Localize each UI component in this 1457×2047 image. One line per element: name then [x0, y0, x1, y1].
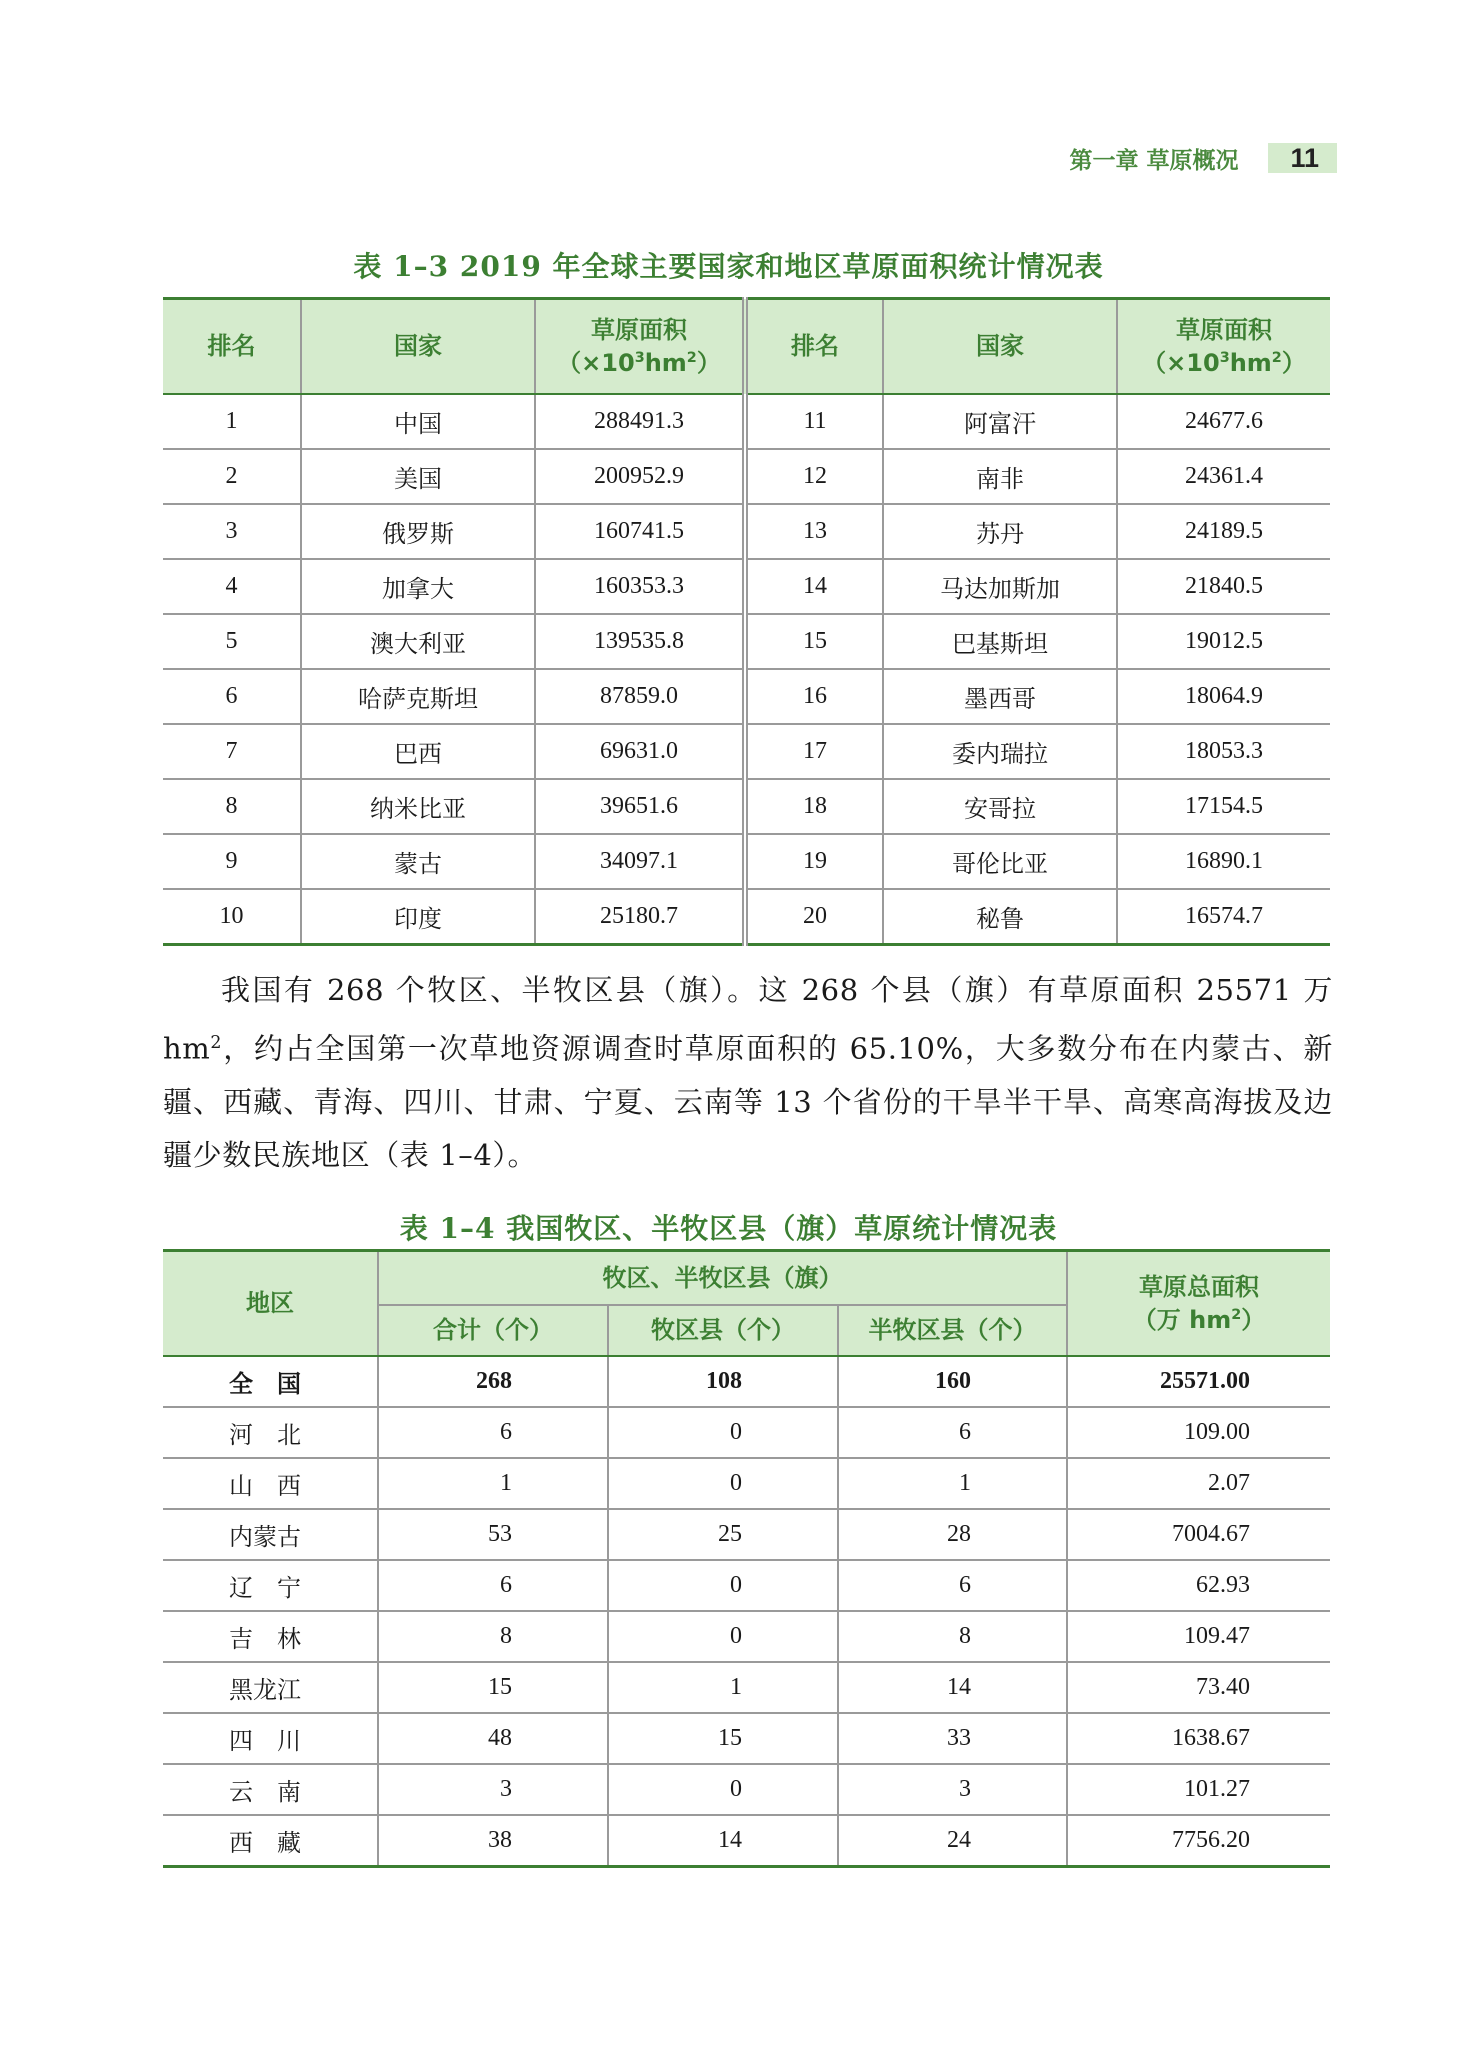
country-cell: 墨西哥 — [883, 669, 1117, 724]
semi-cell: 33 — [838, 1713, 1067, 1764]
region-cell: 辽 宁 — [163, 1560, 378, 1611]
country-cell: 阿富汗 — [883, 394, 1117, 449]
area-cell: 200952.9 — [535, 449, 745, 504]
area-cell: 109.00 — [1067, 1407, 1330, 1458]
area-cell: 2.07 — [1067, 1458, 1330, 1509]
body-paragraph: 我国有 268 个牧区、半牧区县（旗）。这 268 个县（旗）有草原面积 25571 万 $hm^2$，约占全国第一次草地资源调查时草原面积的 65.10%，大多数分布在内蒙古、新疆、西藏、青海、四川、甘肃、宁夏、云南等 13 个省份的干旱半干旱、高寒高海拔及边疆少数民族地区（表 1–4）。 — [163, 973, 1333, 1172]
semi-cell: 6 — [838, 1560, 1067, 1611]
country-cell: 秘鲁 — [883, 889, 1117, 945]
table-row — [163, 614, 1330, 669]
total-cell: 15 — [378, 1662, 608, 1713]
table-row — [163, 1662, 1330, 1713]
rank-cell: 3 — [163, 504, 301, 559]
table-row — [163, 669, 1330, 724]
pastoral-cell: 15 — [608, 1713, 838, 1764]
chapter-title: 第一章 草原概况 — [1069, 147, 1239, 174]
table-row — [163, 1764, 1330, 1815]
total-cell: 268 — [378, 1356, 608, 1407]
area-cell: 24361.4 — [1117, 449, 1330, 504]
pastoral-cell: 0 — [608, 1560, 838, 1611]
area-cell: 21840.5 — [1117, 559, 1330, 614]
header-total-count: 合计（个） — [378, 1305, 608, 1356]
country-cell: 哈萨克斯坦 — [301, 669, 535, 724]
rank-cell: 17 — [745, 724, 883, 779]
table-row — [163, 1560, 1330, 1611]
total-cell: 8 — [378, 1611, 608, 1662]
total-cell: 6 — [378, 1560, 608, 1611]
table-row — [163, 1713, 1330, 1764]
total-cell: 6 — [378, 1407, 608, 1458]
area-cell: 101.27 — [1067, 1764, 1330, 1815]
area-cell: 25180.7 — [535, 889, 745, 945]
semi-cell: 6 — [838, 1407, 1067, 1458]
header-area: 草原面积 $(\times 10^3hm^2)$ — [535, 299, 745, 395]
total-cell: 38 — [378, 1815, 608, 1867]
table-row — [163, 394, 1330, 449]
area-cell: 19012.5 — [1117, 614, 1330, 669]
pastoral-cell: 0 — [608, 1764, 838, 1815]
area-cell: 18053.3 — [1117, 724, 1330, 779]
rank-cell: 16 — [745, 669, 883, 724]
table-header-row — [163, 299, 1330, 395]
region-cell: 吉 林 — [163, 1611, 378, 1662]
country-cell: 加拿大 — [301, 559, 535, 614]
table-row — [163, 1815, 1330, 1867]
rank-cell: 12 — [745, 449, 883, 504]
rank-cell: 7 — [163, 724, 301, 779]
table-1-3-caption: 表 1–3 2019 年全球主要国家和地区草原面积统计情况表 — [353, 250, 1104, 283]
rank-cell: 1 — [163, 394, 301, 449]
country-cell: 印度 — [301, 889, 535, 945]
semi-cell: 28 — [838, 1509, 1067, 1560]
table-1-4 — [163, 1249, 1330, 1868]
header-rank-2: 排名 — [745, 299, 883, 395]
area-cell: 62.93 — [1067, 1560, 1330, 1611]
table-row — [163, 1458, 1330, 1509]
area-cell: 18064.9 — [1117, 669, 1330, 724]
area-cell: 1638.67 — [1067, 1713, 1330, 1764]
header-total-area: 草原总面积 （万 $hm^2$） — [1067, 1251, 1330, 1357]
area-cell: 24677.6 — [1117, 394, 1330, 449]
area-cell: 24189.5 — [1117, 504, 1330, 559]
table-row — [163, 889, 1330, 945]
rank-cell: 18 — [745, 779, 883, 834]
header-semi-pastoral-count: 半牧区县（个） — [838, 1305, 1067, 1356]
rank-cell: 4 — [163, 559, 301, 614]
table-row — [163, 1611, 1330, 1662]
semi-cell: 1 — [838, 1458, 1067, 1509]
rank-cell: 2 — [163, 449, 301, 504]
country-cell: 安哥拉 — [883, 779, 1117, 834]
header-country-2: 国家 — [883, 299, 1117, 395]
rank-cell: 13 — [745, 504, 883, 559]
area-cell: 17154.5 — [1117, 779, 1330, 834]
region-cell: 全 国 — [163, 1356, 378, 1407]
country-cell: 巴西 — [301, 724, 535, 779]
table-row — [163, 834, 1330, 889]
country-cell: 纳米比亚 — [301, 779, 535, 834]
rank-cell: 19 — [745, 834, 883, 889]
header-county-group: 牧区、半牧区县（旗） — [378, 1251, 1067, 1306]
country-cell: 中国 — [301, 394, 535, 449]
table-header-row — [163, 1251, 1330, 1306]
table-row — [163, 1356, 1330, 1407]
pastoral-cell: 14 — [608, 1815, 838, 1867]
region-cell: 山 西 — [163, 1458, 378, 1509]
header-pastoral-count: 牧区县（个） — [608, 1305, 838, 1356]
area-cell: 160741.5 — [535, 504, 745, 559]
area-cell: 16890.1 — [1117, 834, 1330, 889]
table-row — [163, 724, 1330, 779]
rank-cell: 8 — [163, 779, 301, 834]
semi-cell: 3 — [838, 1764, 1067, 1815]
total-cell: 48 — [378, 1713, 608, 1764]
region-cell: 内蒙古 — [163, 1509, 378, 1560]
table-row — [163, 779, 1330, 834]
country-cell: 马达加斯加 — [883, 559, 1117, 614]
rank-cell: 10 — [219, 903, 244, 929]
pastoral-cell: 0 — [608, 1407, 838, 1458]
area-cell: 73.40 — [1067, 1662, 1330, 1713]
region-cell: 四 川 — [163, 1713, 378, 1764]
area-cell: 34097.1 — [535, 834, 745, 889]
country-cell: 巴基斯坦 — [883, 614, 1117, 669]
region-cell: 云 南 — [163, 1764, 378, 1815]
rank-cell: 14 — [745, 559, 883, 614]
country-cell: 苏丹 — [883, 504, 1117, 559]
pastoral-cell: 0 — [608, 1611, 838, 1662]
country-cell: 委内瑞拉 — [883, 724, 1117, 779]
semi-cell: 14 — [838, 1662, 1067, 1713]
table-row — [163, 1407, 1330, 1458]
area-cell: 16574.7 — [1117, 889, 1330, 945]
rank-cell: 5 — [163, 614, 301, 669]
rank-cell: 9 — [163, 834, 301, 889]
country-cell: 美国 — [301, 449, 535, 504]
header-country: 国家 — [301, 299, 535, 395]
table-row — [163, 559, 1330, 614]
country-cell: 俄罗斯 — [301, 504, 535, 559]
area-cell: 288491.3 — [535, 394, 745, 449]
area-cell: 139535.8 — [535, 614, 745, 669]
semi-cell: 160 — [838, 1356, 1067, 1407]
header-area-2: 草原面积 $(\times 10^3hm^2)$ — [1117, 299, 1330, 395]
area-cell: 7756.20 — [1067, 1815, 1330, 1867]
total-cell: 53 — [378, 1509, 608, 1560]
pastoral-cell: 108 — [608, 1356, 838, 1407]
country-cell: 澳大利亚 — [301, 614, 535, 669]
total-cell: 1 — [378, 1458, 608, 1509]
pastoral-cell: 25 — [608, 1509, 838, 1560]
pastoral-cell: 0 — [608, 1458, 838, 1509]
area-cell: 87859.0 — [535, 669, 745, 724]
country-cell: 蒙古 — [301, 834, 535, 889]
area-cell: 7004.67 — [1067, 1509, 1330, 1560]
area-cell: 69631.0 — [535, 724, 745, 779]
area-cell: 39651.6 — [535, 779, 745, 834]
rank-cell: 20 — [745, 889, 883, 945]
page-number: 11 — [1268, 143, 1337, 173]
table-1-4-caption: 表 1–4 我国牧区、半牧区县（旗）草原统计情况表 — [399, 1212, 1058, 1245]
region-cell: 河 北 — [163, 1407, 378, 1458]
table-row — [163, 449, 1330, 504]
area-cell: 109.47 — [1067, 1611, 1330, 1662]
pastoral-cell: 1 — [608, 1662, 838, 1713]
running-header — [1069, 143, 1337, 173]
region-cell: 黑龙江 — [163, 1662, 378, 1713]
rank-cell: 11 — [745, 394, 883, 449]
area-cell: 25571.00 — [1067, 1356, 1330, 1407]
country-cell: 南非 — [883, 449, 1117, 504]
rank-cell: 15 — [745, 614, 883, 669]
total-cell: 3 — [378, 1764, 608, 1815]
area-cell: 160353.3 — [535, 559, 745, 614]
region-cell: 西 藏 — [229, 1829, 301, 1857]
table-row — [163, 1509, 1330, 1560]
country-cell: 哥伦比亚 — [883, 834, 1117, 889]
header-rank: 排名 — [163, 299, 301, 395]
table-1-3 — [163, 297, 1330, 946]
header-region: 地区 — [163, 1251, 378, 1357]
table-row — [163, 504, 1330, 559]
rank-cell: 6 — [163, 669, 301, 724]
semi-cell: 24 — [838, 1815, 1067, 1867]
semi-cell: 8 — [838, 1611, 1067, 1662]
